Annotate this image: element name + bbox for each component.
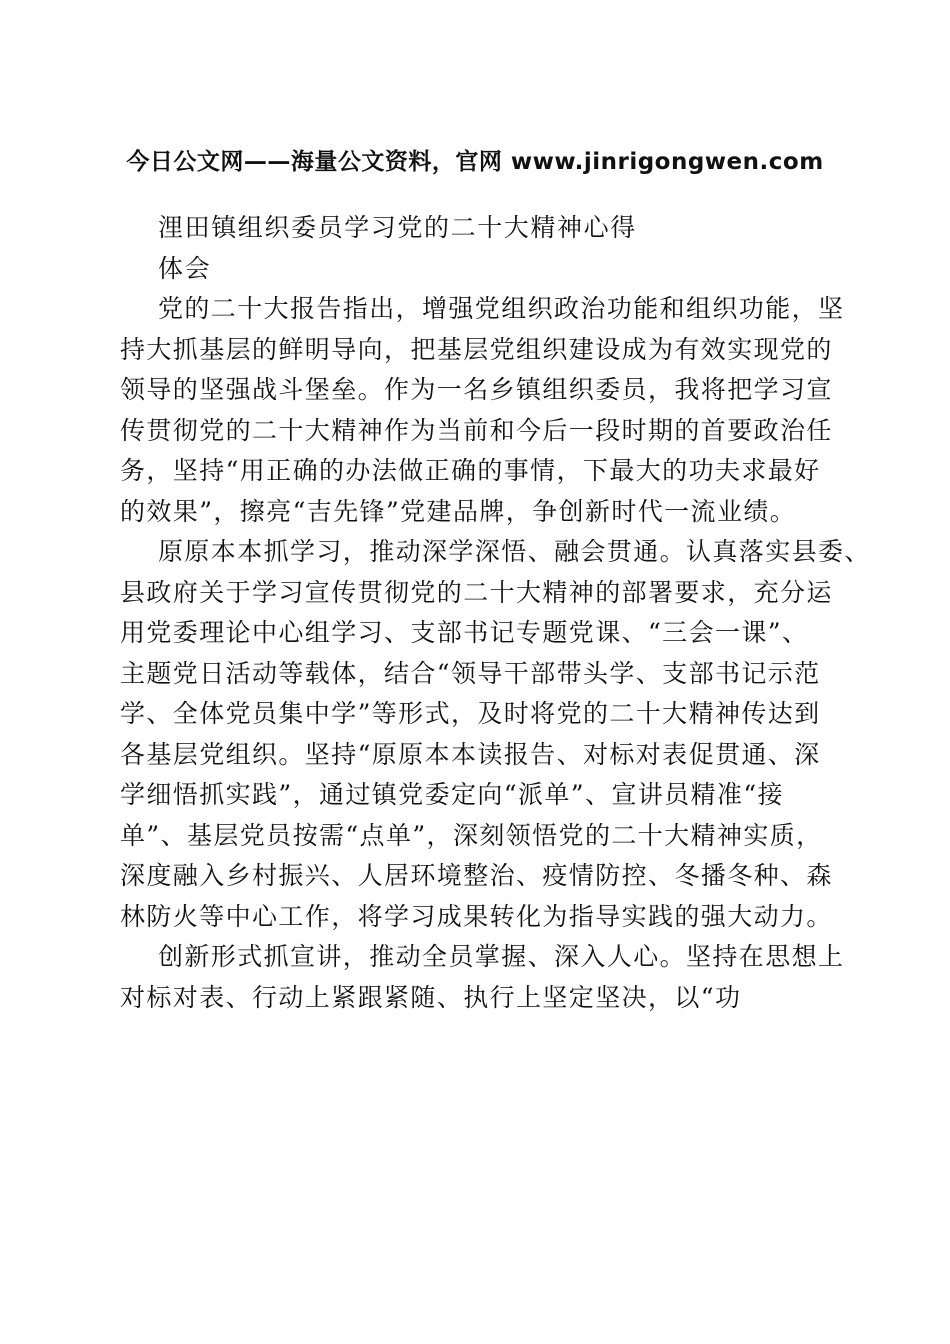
paragraph-line: 务，坚持“用正确的办法做正确的事情，下最大的功夫求最好 xyxy=(120,456,821,485)
paragraph-line: 原原本本抓学习，推动深学深悟、融会贯通。认真落实县委、 xyxy=(158,537,871,566)
paragraph-line: 单”、基层党员按需“点单”，深刻领悟党的二十大精神实质， xyxy=(120,820,823,850)
document-body xyxy=(120,208,871,1018)
paragraph-line: 学细悟抓实践”，通过镇党委定向“派单”、宣讲员精准“接 xyxy=(120,780,784,809)
paragraph-1 xyxy=(120,289,845,532)
paragraph-line: 创新形式抓宣讲，推动全员掌握、深入人心。坚持在思想上 xyxy=(158,942,845,971)
paragraph-line: 学、全体党员集中学”等形式，及时将党的二十大精神传达到 xyxy=(120,699,821,728)
paragraph-line: 主题党日活动等载体，结合“领导干部带头学、支部书记示范 xyxy=(120,658,821,688)
paragraph-line: 传贯彻党的二十大精神作为当前和今后一段时期的首要政治任 xyxy=(120,415,833,445)
paragraph-3 xyxy=(120,937,845,1018)
paragraph-2 xyxy=(120,532,871,937)
paragraph-line: 党的二十大报告指出，增强党组织政治功能和组织功能，坚 xyxy=(158,294,845,323)
paragraph-line: 县政府关于学习宣传贯彻党的二十大精神的部署要求，充分运 xyxy=(120,577,833,607)
paragraph-line: 深度融入乡村振兴、人居环境整治、疫情防控、冬播冬种、森 xyxy=(120,861,833,890)
paragraph-line: 对标对表、行动上紧跟紧随、执行上坚定坚决，以“功 xyxy=(120,982,742,1012)
paragraph-line: 林防火等中心工作，将学习成果转化为指导实践的强大动力。 xyxy=(120,901,833,931)
paragraph-line: 领导的坚强战斗堡垒。作为一名乡镇组织委员，我将把学习宣 xyxy=(120,375,833,404)
document-title-line-2: 体会 xyxy=(158,253,212,283)
paragraph-line: 持大抓基层的鲜明导向，把基层党组织建设成为有效实现党的 xyxy=(120,334,833,364)
paragraph-line: 的效果”，擦亮“吉先锋”党建品牌，争创新时代一流业绩。 xyxy=(120,496,797,526)
paragraph-line: 各基层党组织。坚持“原原本本读报告、对标对表促贯通、深 xyxy=(120,739,821,769)
site-header-banner: 今日公文网——海量公文资料，官网 www.jinrigongwen.com xyxy=(126,149,824,175)
paragraph-line: 用党委理论中心组学习、支部书记专题党课、“三会一课”、 xyxy=(120,618,809,647)
document-title-line-1: 浬田镇组织委员学习党的二十大精神心得 xyxy=(158,213,637,242)
